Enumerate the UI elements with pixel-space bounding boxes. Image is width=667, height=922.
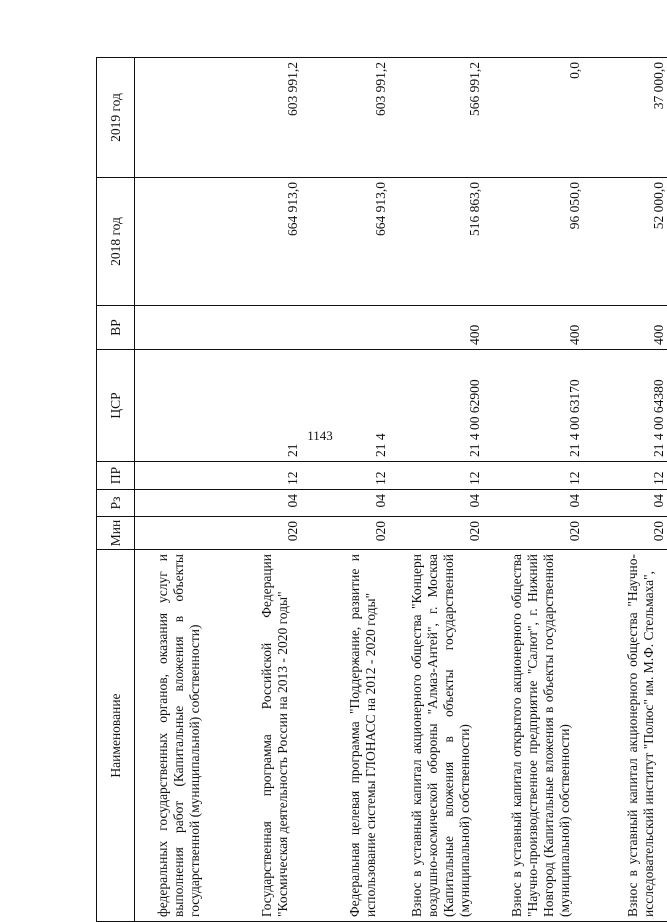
row-name-text: Федеральная целевая программа "Поддержание, развитие и использование системы ГЛОНАСС на 2012 - 2020 годы": [346, 554, 378, 917]
row-min: 020: [389, 517, 483, 550]
row-csr: 21 4 00 63170: [483, 350, 583, 462]
row-rz: [135, 490, 213, 517]
table-row: [389, 58, 483, 922]
row-name-text: Взнос в уставный капитал акционерного общества "Научно-исследовательский институт "Полюс" им. М.Ф. Стельмаха",: [624, 554, 656, 917]
budget-table-sheet: [96, 58, 666, 922]
row-name: [301, 550, 389, 922]
row-min: [135, 517, 213, 550]
row-pr: 12: [213, 462, 301, 490]
row-2019: 0,0: [483, 58, 583, 178]
header-pr: ПР: [97, 462, 135, 490]
row-pr: [135, 462, 213, 490]
table-row: [583, 58, 667, 922]
row-2018: 664 913,0: [301, 178, 389, 306]
row-vr: 400: [483, 306, 583, 350]
header-min: Мин: [97, 517, 135, 550]
row-2018: 96 050,0: [483, 178, 583, 306]
row-min: 020: [213, 517, 301, 550]
row-min: 020: [583, 517, 667, 550]
row-vr: [135, 306, 213, 350]
table-header-row: [97, 58, 135, 922]
row-pr: 12: [301, 462, 389, 490]
row-csr: 21 4 00 62900: [389, 350, 483, 462]
row-csr: 21: [213, 350, 301, 462]
row-pr: 12: [483, 462, 583, 490]
row-csr: 21 4 00 64380: [583, 350, 667, 462]
table-row: [213, 58, 301, 922]
table-row: [483, 58, 583, 922]
row-pr: 12: [389, 462, 483, 490]
row-vr: 400: [389, 306, 483, 350]
row-name-text: Взнос в уставный капитал акционерного общества "Концерн воздушно-космической обороны "Алмаз-Антей", г. Москва (Капитальные вложения в объекты государственной (муниципальной) собственности): [408, 554, 472, 917]
row-csr: [135, 350, 213, 462]
row-min: 020: [483, 517, 583, 550]
row-name: [483, 550, 583, 922]
header-2018: 2018 год: [97, 178, 135, 306]
row-vr: [213, 306, 301, 350]
row-pr: 12: [583, 462, 667, 490]
header-name: Наименование: [97, 550, 135, 922]
row-2019: 603 991,2: [213, 58, 301, 178]
row-2019: 603 991,2: [301, 58, 389, 178]
row-2019: 566 991,2: [389, 58, 483, 178]
row-min: 020: [301, 517, 389, 550]
header-csr: ЦСР: [97, 350, 135, 462]
row-name: [389, 550, 483, 922]
header-2019: 2019 год: [97, 58, 135, 178]
row-2018: 664 913,0: [213, 178, 301, 306]
row-name: [213, 550, 301, 922]
row-2019: 37 000,0: [583, 58, 667, 178]
row-2018: [135, 178, 213, 306]
row-name-text: Взнос в уставный капитал открытого акционерного общества "Научно-производственное предприятие "Салют", г. Нижний Новгород (Капитальные вложения в объекты государственной (муниципальной) собственности): [508, 554, 572, 917]
page-number: 1143: [307, 428, 333, 443]
row-vr: [301, 306, 389, 350]
row-name-text: Государственная программа Российской Федерации "Космическая деятельность России на 2013 - 2020 годы": [258, 554, 290, 917]
row-rz: 04: [301, 490, 389, 517]
header-rz: Рз: [97, 490, 135, 517]
row-rz: 04: [483, 490, 583, 517]
row-rz: 04: [389, 490, 483, 517]
table-row: [301, 58, 389, 922]
row-name-text: федеральных государственных органов, оказания услуг и выполнения работ (Капитальные вложения в объекты государственной (муниципальной) собственности): [154, 554, 202, 917]
header-vr: ВР: [97, 306, 135, 350]
row-rz: 04: [583, 490, 667, 517]
table-row: [135, 58, 213, 922]
row-vr: 400: [583, 306, 667, 350]
budget-table: [96, 57, 667, 922]
row-name: [135, 550, 213, 922]
row-name: [583, 550, 667, 922]
row-rz: 04: [213, 490, 301, 517]
row-2018: 52 000,0: [583, 178, 667, 306]
row-2018: 516 863,0: [389, 178, 483, 306]
row-2019: [135, 58, 213, 178]
row-csr: 21 4: [301, 350, 389, 462]
